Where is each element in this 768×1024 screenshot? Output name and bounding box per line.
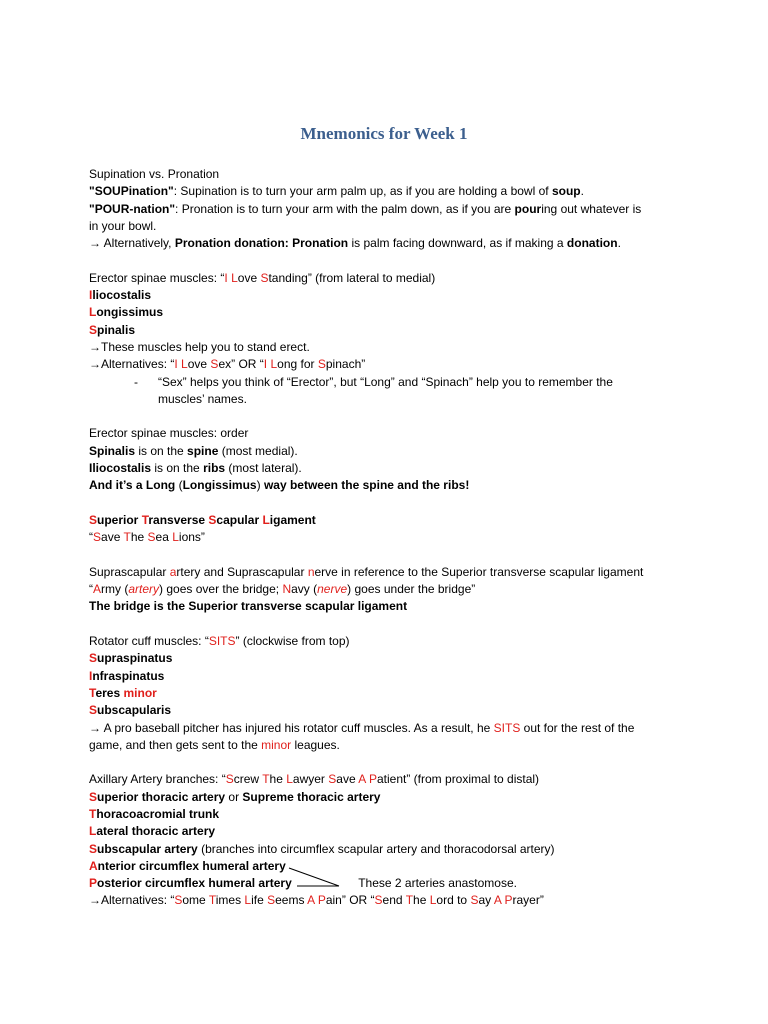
text-span: .	[580, 184, 584, 199]
text-span: (most lateral).	[225, 461, 302, 476]
highlight-letter: minor	[123, 685, 157, 700]
text-span: →Alternatives: “	[89, 357, 175, 372]
highlight-letter: I	[224, 270, 228, 285]
highlight-letter: L	[172, 530, 179, 545]
text-span: Long	[145, 478, 176, 493]
highlight-letter: artery	[128, 582, 160, 597]
highlight-letter: S	[147, 530, 156, 545]
text-span: ong for	[277, 357, 318, 372]
text-span: in your bowl.	[89, 218, 157, 233]
text-span: nfraspinatus	[92, 668, 165, 683]
text-span: erve in reference to the Superior transverse scapular ligament	[314, 564, 644, 579]
highlight-letter: T	[405, 893, 414, 908]
text-span: ome	[182, 893, 209, 908]
highlight-letter: L	[262, 512, 270, 527]
text-span: “	[89, 530, 93, 545]
text-span: atient” (from proximal to distal)	[377, 772, 540, 787]
text-span: )	[256, 478, 264, 493]
text-span: uperior	[97, 512, 142, 527]
text-span: pour	[514, 201, 542, 216]
highlight-letter: T	[141, 512, 149, 527]
text-span: Supreme thoracic artery	[242, 789, 381, 804]
text-span: he	[130, 530, 148, 545]
text-span: he	[413, 893, 430, 908]
highlight-letter: I	[174, 357, 178, 372]
text-span: ay	[478, 893, 494, 908]
text-span: →These muscles help you to stand erect.	[89, 339, 310, 354]
highlight-letter: L	[231, 270, 238, 285]
text-span: → A pro baseball pitcher has injured his rotator cuff muscles. As a result, he	[89, 720, 494, 735]
highlight-letter: L	[270, 357, 278, 372]
highlight-letter: S	[174, 893, 183, 908]
text-span: liocostalis	[92, 288, 152, 303]
highlight-letter: S	[93, 530, 102, 545]
page-title: Mnemonics for Week 1	[300, 124, 468, 143]
text-span: (branches into circumflex scapular artery and thoracodorsal artery)	[197, 841, 555, 856]
highlight-letter: SITS	[208, 634, 236, 649]
highlight-letter: S	[89, 322, 98, 337]
text-span: Iliocostalis	[89, 461, 152, 476]
text-span: Erector spinae muscles: “	[89, 270, 225, 285]
text-span: horacoacromial trunk	[96, 806, 220, 821]
text-span: ongissimus	[96, 305, 164, 320]
text-span: he	[269, 772, 287, 787]
text-span: is on the	[135, 443, 188, 458]
text-span: soup	[551, 184, 581, 199]
text-span: osterior circumflex humeral artery	[97, 876, 292, 891]
text-span: The bridge is the Superior transverse scapular ligament	[89, 599, 408, 614]
text-span: : Supination is to turn your arm palm up, as if you are holding a bowl of	[173, 184, 552, 199]
highlight-letter: T	[208, 893, 216, 908]
text-span: ave	[101, 530, 124, 545]
text-span: rayer”	[512, 893, 544, 908]
text-span: leagues.	[291, 737, 340, 752]
text-span: ife	[251, 893, 268, 908]
text-span: rmy (	[101, 582, 129, 597]
text-span: Spinalis	[89, 443, 136, 458]
highlight-letter: S	[470, 893, 479, 908]
text-span: ions”	[178, 530, 205, 545]
highlight-letter: A	[93, 582, 102, 597]
text-span: : Pronation is to turn your arm with the palm down, as if you are	[175, 201, 515, 216]
highlight-letter: S	[210, 357, 219, 372]
text-span: eems	[275, 893, 308, 908]
highlight-letter: P	[89, 876, 98, 891]
text-span: Erector spinae muscles: order	[89, 426, 249, 441]
text-span: Supination vs. Pronation	[89, 167, 220, 181]
highlight-letter: S	[89, 789, 98, 804]
text-span: And it’s a	[89, 478, 146, 493]
highlight-letter: L	[181, 357, 188, 372]
text-span: Axillary Artery branches: “	[89, 772, 226, 787]
highlight-letter: S	[267, 893, 276, 908]
text-span: These 2 arteries anastomose.	[291, 876, 517, 891]
text-span: ea	[155, 530, 173, 545]
text-span: pinach”	[325, 357, 366, 372]
text-span: pinalis	[97, 322, 136, 337]
highlight-letter: SITS	[493, 720, 521, 735]
text-span: spine	[187, 443, 219, 458]
text-span: "SOUPination"	[89, 184, 174, 199]
highlight-letter: nerve	[317, 582, 348, 597]
highlight-letter: T	[262, 772, 270, 787]
text-span: upraspinatus	[97, 651, 173, 666]
text-span: ransverse	[148, 512, 209, 527]
highlight-letter: A	[493, 893, 502, 908]
text-span: rtery and Suprascapular	[176, 564, 308, 579]
highlight-letter: L	[429, 893, 437, 908]
highlight-letter: P	[368, 772, 377, 787]
text-span: way between the spine and the ribs!	[263, 478, 470, 493]
text-span: .	[617, 236, 621, 251]
text-span: ateral thoracic artery	[96, 824, 216, 839]
highlight-letter: S	[89, 512, 98, 527]
highlight-letter: I	[263, 357, 268, 372]
highlight-letter: L	[89, 305, 97, 320]
highlight-letter: L	[244, 893, 252, 908]
text-span: igament	[269, 512, 316, 527]
text-span: Suprascapular	[89, 564, 170, 579]
text-span: “Sex” helps you think of “Erector”, but “Long” and “Spinach” help you to remember the	[158, 374, 613, 389]
text-span: ) goes over the bridge;	[159, 582, 283, 597]
text-span: end	[382, 893, 406, 908]
highlight-letter: L	[89, 824, 97, 839]
highlight-letter: P	[504, 893, 513, 908]
text-span: Pronation donation: Pronation	[174, 236, 349, 251]
text-span: ribs	[203, 461, 226, 476]
highlight-letter: A	[307, 893, 315, 908]
highlight-letter: S	[260, 270, 269, 285]
highlight-letter: minor	[261, 737, 292, 752]
text-span: ex” OR “	[218, 357, 264, 372]
text-span: ain” OR “	[325, 893, 375, 908]
text-span: is palm facing downward, as if making a	[348, 236, 567, 251]
highlight-letter: T	[89, 685, 96, 700]
text-span: ubscapular artery	[97, 841, 198, 856]
highlight-letter: S	[317, 357, 326, 372]
text-span: eres	[95, 685, 124, 700]
highlight-letter: T	[123, 530, 131, 545]
text-span: “	[89, 582, 93, 597]
text-span: donation	[566, 236, 618, 251]
text-span: → Alternatively,	[89, 236, 175, 251]
text-span: game, and then gets sent to the	[89, 737, 262, 752]
highlight-letter: I	[89, 668, 93, 683]
text-span: ” (clockwise from top)	[235, 634, 350, 649]
highlight-letter: S	[89, 651, 98, 666]
text-span: or	[225, 789, 243, 804]
highlight-letter: S	[208, 512, 217, 527]
text-span: nterior circumflex humeral artery	[97, 858, 286, 873]
highlight-letter: a	[169, 564, 177, 579]
text-span: ove	[237, 270, 261, 285]
text-span: ove	[187, 357, 211, 372]
text-span: imes	[215, 893, 245, 908]
text-span: "POUR-nation"	[89, 201, 176, 216]
text-span: tanding” (from lateral to medial)	[268, 270, 436, 285]
highlight-letter: A	[89, 858, 98, 873]
highlight-letter: T	[89, 806, 97, 821]
text-span: (	[175, 478, 183, 493]
text-span: crew	[233, 772, 263, 787]
bullet-marker: -	[134, 374, 138, 389]
highlight-letter: n	[307, 564, 315, 579]
text-span: muscles’ names.	[158, 391, 247, 406]
highlight-letter: S	[225, 772, 234, 787]
highlight-letter: S	[89, 841, 98, 856]
highlight-letter: N	[282, 582, 292, 597]
text-span: ing out whatever is	[541, 201, 642, 216]
text-span: is on the	[151, 461, 204, 476]
text-span: avy (	[291, 582, 318, 597]
highlight-letter: A	[358, 772, 366, 787]
text-span: (most medial).	[218, 443, 298, 458]
text-span: awyer	[292, 772, 329, 787]
highlight-letter: P	[317, 893, 326, 908]
text-span: ord to	[436, 893, 471, 908]
text-span: Rotator cuff muscles: “	[89, 634, 209, 649]
text-span: ave	[336, 772, 359, 787]
highlight-letter: L	[286, 772, 293, 787]
text-span: ubscapularis	[97, 703, 172, 718]
text-span: capular	[216, 512, 263, 527]
highlight-letter: S	[328, 772, 337, 787]
text-span: uperior thoracic artery	[97, 789, 226, 804]
text-span: Longissimus	[182, 478, 257, 493]
text-span: out for the rest of the	[520, 720, 635, 735]
highlight-letter: S	[374, 893, 383, 908]
text-span: →Alternatives: “	[89, 893, 175, 908]
highlight-letter: I	[89, 288, 93, 303]
text-span: ) goes under the bridge”	[347, 582, 476, 597]
highlight-letter: S	[89, 703, 98, 718]
